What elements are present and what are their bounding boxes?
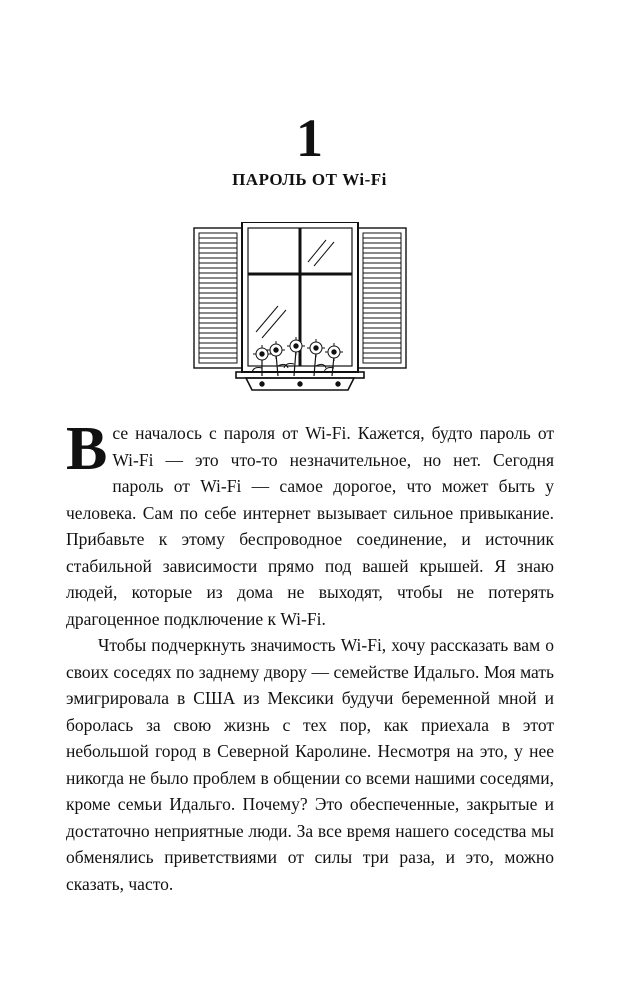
paragraph-1 <box>66 415 554 632</box>
chapter-body <box>66 415 554 897</box>
paragraph-2: Чтобы подчеркнуть значимость Wi-Fi, хочу рассказать вам о своих соседях по заднему двору — семействе Идальго. Моя мать эмигрировала в США из Мексики будучи беременной мной и боролась за свою жизнь с тех пор, как приехала в этот небольшой город в Северной Каролине. Несмотря на это, у нее никогда не было проблем в общении со всеми нашими соседями, кроме семьи Идальго. Почему? Это обеспеченные, закрытые и достаточно неприятные люди. За все время нашего соседства мы обменялись приветствиями от силы три раза, и это, можно сказать, часто. <box>66 635 554 894</box>
drop-cap: В <box>66 415 108 483</box>
chapter-title: ПАРОЛЬ ОТ Wi-Fi <box>232 170 387 189</box>
chapter-number: 1 <box>296 108 323 168</box>
window-with-shutters-and-flower-box-icon <box>190 222 410 394</box>
paragraph-1-text: се началось с пароля от Wi-Fi. Кажется, будто пароль от Wi-Fi — это что-то незначительное, но нет. Сегодня пароль от Wi-Fi — самое дорогое, что может быть у человека. Сам по себе интернет вызывает сильное привыкание. Прибавьте к этому беспроводное соединение, и источник стабильной зависимости прямо под вашей крышей. Я знаю людей, которые из дома не выходят, чтобы не потерять драгоценное подключение к Wi-Fi. <box>66 423 554 629</box>
